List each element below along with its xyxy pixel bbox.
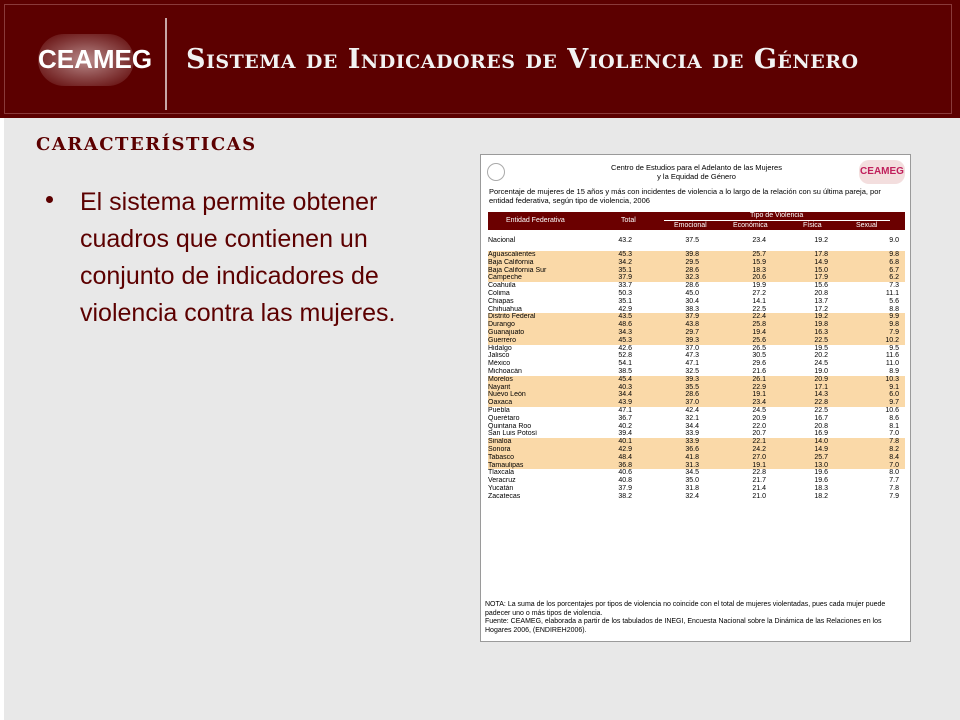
note-line1: NOTA: La suma de los porcentajes por tipos de violencia no coincide con el total de mujeres violentadas, pues cada mujer puede padecer uno o más tipos de violencia. bbox=[485, 601, 886, 617]
cell-value: 10.6 bbox=[885, 406, 899, 414]
cell-value: 19.1 bbox=[705, 462, 772, 470]
table-row bbox=[488, 345, 905, 353]
cell-entidad: Guerrero bbox=[488, 337, 600, 345]
cell-value: 22.4 bbox=[705, 313, 772, 321]
cell-value: 20.9 bbox=[772, 376, 834, 384]
cell-value: 40.6 bbox=[618, 469, 632, 477]
cell-entidad: Jalisco bbox=[488, 352, 510, 360]
cell-value: 33.9 bbox=[685, 430, 699, 438]
cell-value: 19.6 bbox=[814, 477, 828, 485]
cell-value: 22.9 bbox=[705, 384, 772, 392]
cell-value: 21.0 bbox=[752, 492, 766, 500]
cell-entidad: Distrito Federal bbox=[488, 313, 600, 321]
cell-value: 43.2 bbox=[618, 237, 632, 245]
ceameg-logo bbox=[38, 34, 153, 86]
cell-value: 11.1 bbox=[885, 289, 899, 297]
cell-value: 32.4 bbox=[685, 492, 699, 500]
cell-value: 9.7 bbox=[834, 399, 905, 407]
cell-value: 16.3 bbox=[772, 329, 834, 337]
cell-value: 8.0 bbox=[889, 469, 899, 477]
cell-value: 33.7 bbox=[618, 282, 632, 290]
table-row bbox=[488, 306, 905, 314]
cell-entidad: Tabasco bbox=[488, 454, 600, 462]
cell-value: 37.9 bbox=[638, 313, 705, 321]
cell-value: 38.2 bbox=[618, 492, 632, 500]
cell-value: 20.6 bbox=[705, 274, 772, 282]
table-row bbox=[488, 298, 905, 306]
cell-value: 7.7 bbox=[889, 477, 899, 485]
cell-value: 24.5 bbox=[814, 360, 828, 368]
cell-value: 10.2 bbox=[834, 337, 905, 345]
table-row bbox=[488, 446, 905, 454]
cell-value: 13.7 bbox=[814, 297, 828, 305]
cell-value: 10.3 bbox=[834, 376, 905, 384]
cell-value: 9.1 bbox=[834, 384, 905, 392]
cell-value: 32.5 bbox=[685, 367, 699, 375]
cell-entidad: Chiapas bbox=[488, 297, 514, 305]
header-divider-line bbox=[664, 220, 890, 221]
header-banner bbox=[0, 0, 960, 118]
cell-value: 8.8 bbox=[889, 305, 899, 313]
cell-value: 33.9 bbox=[638, 438, 705, 446]
cell-entidad: Nayarit bbox=[488, 384, 600, 392]
cell-value: 17.1 bbox=[772, 384, 834, 392]
cell-value: 19.4 bbox=[705, 329, 772, 337]
cell-value: 19.8 bbox=[772, 321, 834, 329]
cell-value: 27.0 bbox=[705, 454, 772, 462]
cell-entidad: Nacional bbox=[488, 237, 516, 245]
cell-value: 36.7 bbox=[618, 414, 632, 422]
cell-entidad: Veracruz bbox=[488, 477, 516, 485]
cell-value: 54.1 bbox=[618, 360, 632, 368]
table-row bbox=[488, 321, 905, 329]
cell-value: 45.3 bbox=[600, 337, 638, 345]
cell-value: 7.8 bbox=[834, 438, 905, 446]
doc-description: Porcentaje de mujeres de 15 años y más con incidentes de violencia a lo largo de la relación con su última pareja, por entidad federativa, según tipo de violencia, 2006 bbox=[489, 187, 881, 205]
cell-value: 42.9 bbox=[618, 305, 632, 313]
cell-value: 22.5 bbox=[772, 337, 834, 345]
table-row bbox=[488, 415, 905, 423]
table-row bbox=[488, 235, 905, 247]
cell-value: 13.0 bbox=[772, 462, 834, 470]
cell-value: 7.8 bbox=[889, 484, 899, 492]
cell-value: 24.2 bbox=[705, 446, 772, 454]
table-row bbox=[488, 274, 905, 282]
cell-value: 41.8 bbox=[638, 454, 705, 462]
table-row bbox=[488, 251, 905, 259]
cell-value: 21.7 bbox=[752, 477, 766, 485]
cell-value: 8.6 bbox=[889, 414, 899, 422]
cell-value: 18.2 bbox=[814, 492, 828, 500]
table-header bbox=[488, 212, 905, 230]
header-emocional: Emocional bbox=[674, 222, 707, 229]
doc-institution-line2: y la Equidad de Género bbox=[657, 172, 736, 181]
cell-value: 27.2 bbox=[752, 289, 766, 297]
cell-value: 9.8 bbox=[834, 321, 905, 329]
cell-entidad: Colima bbox=[488, 289, 510, 297]
table-row bbox=[488, 368, 905, 376]
cell-value: 34.4 bbox=[600, 391, 638, 399]
table-row bbox=[488, 391, 905, 399]
cell-entidad: Guanajuato bbox=[488, 329, 600, 337]
cell-value: 28.6 bbox=[638, 391, 705, 399]
cell-value: 16.7 bbox=[814, 414, 828, 422]
cell-value: 43.5 bbox=[600, 313, 638, 321]
header-economica: Económica bbox=[733, 222, 768, 229]
table-row bbox=[488, 352, 905, 360]
cell-value: 31.8 bbox=[685, 484, 699, 492]
cell-value: 37.0 bbox=[638, 399, 705, 407]
cell-value: 36.6 bbox=[638, 446, 705, 454]
cell-value: 43.8 bbox=[638, 321, 705, 329]
cell-value: 47.1 bbox=[618, 406, 632, 414]
cell-value: 11.6 bbox=[885, 352, 899, 360]
cell-value: 15.6 bbox=[814, 282, 828, 290]
cell-value: 11.0 bbox=[885, 360, 899, 368]
cell-value: 6.7 bbox=[834, 267, 905, 275]
header-sexual: Sexual bbox=[856, 222, 878, 229]
cell-entidad: Sinaloa bbox=[488, 438, 600, 446]
cell-entidad: Aguascalientes bbox=[488, 251, 600, 259]
cell-value: 37.0 bbox=[685, 344, 699, 352]
header-total: Total bbox=[621, 217, 636, 224]
header-fisica: Física bbox=[803, 222, 822, 229]
cell-value: 28.6 bbox=[638, 267, 705, 275]
cell-value: 6.2 bbox=[834, 274, 905, 282]
doc-institution bbox=[481, 163, 911, 181]
cell-value: 20.7 bbox=[752, 430, 766, 438]
cell-value: 22.0 bbox=[752, 422, 766, 430]
cell-value: 38.3 bbox=[685, 305, 699, 313]
cell-value: 20.2 bbox=[814, 352, 828, 360]
cell-value: 32.1 bbox=[685, 414, 699, 422]
cell-value: 18.3 bbox=[814, 484, 828, 492]
cell-value: 9.8 bbox=[834, 251, 905, 259]
cell-value: 43.9 bbox=[600, 399, 638, 407]
cell-value: 25.6 bbox=[705, 337, 772, 345]
cell-value: 39.3 bbox=[638, 337, 705, 345]
table-row bbox=[488, 407, 905, 415]
cell-value: 19.1 bbox=[705, 391, 772, 399]
cell-entidad: Coahuila bbox=[488, 282, 516, 290]
header-divider bbox=[165, 18, 167, 110]
table-row bbox=[488, 423, 905, 431]
cell-entidad: Querétaro bbox=[488, 414, 520, 422]
cell-value: 19.0 bbox=[814, 367, 828, 375]
table-row bbox=[488, 462, 905, 470]
cell-value: 23.4 bbox=[752, 237, 766, 245]
cell-value: 18.3 bbox=[705, 267, 772, 275]
cell-value: 14.9 bbox=[772, 446, 834, 454]
cell-value: 7.9 bbox=[834, 329, 905, 337]
bullet-item bbox=[46, 184, 406, 332]
cell-value: 23.4 bbox=[705, 399, 772, 407]
cell-value: 22.5 bbox=[814, 406, 828, 414]
bullet-dot-icon bbox=[46, 196, 53, 203]
cell-value: 7.9 bbox=[889, 492, 899, 500]
cell-value: 37.9 bbox=[618, 484, 632, 492]
cell-entidad: Zacatecas bbox=[488, 492, 521, 500]
cell-value: 14.1 bbox=[752, 297, 766, 305]
cell-value: 39.8 bbox=[638, 251, 705, 259]
table-row bbox=[488, 282, 905, 290]
cell-value: 39.3 bbox=[638, 376, 705, 384]
cell-value: 50.3 bbox=[618, 289, 632, 297]
header-tipo: Tipo de Violencia bbox=[750, 212, 804, 219]
data-table bbox=[488, 235, 905, 501]
cell-value: 15.0 bbox=[772, 267, 834, 275]
cell-value: 34.4 bbox=[685, 422, 699, 430]
cell-value: 29.5 bbox=[638, 259, 705, 267]
cell-entidad: Michoacán bbox=[488, 367, 522, 375]
cell-value: 42.4 bbox=[685, 406, 699, 414]
cell-value: 36.8 bbox=[600, 462, 638, 470]
page-title: Sistema de Indicadores de Violencia de Género bbox=[186, 44, 859, 75]
cell-value: 25.7 bbox=[772, 454, 834, 462]
header-entidad: Entidad Federativa bbox=[506, 217, 565, 224]
cell-entidad: Baja California Sur bbox=[488, 267, 600, 275]
cell-value: 9.9 bbox=[834, 313, 905, 321]
cell-value: 8.2 bbox=[834, 446, 905, 454]
cell-value: 52.8 bbox=[618, 352, 632, 360]
cell-value: 29.7 bbox=[638, 329, 705, 337]
cell-value: 20.8 bbox=[814, 289, 828, 297]
cell-entidad: Yucatán bbox=[488, 484, 514, 492]
cell-value: 30.4 bbox=[685, 297, 699, 305]
cell-value: 17.2 bbox=[814, 305, 828, 313]
cell-entidad: Campeche bbox=[488, 274, 600, 282]
cell-value: 19.6 bbox=[814, 469, 828, 477]
cell-entidad: Chihuahua bbox=[488, 305, 522, 313]
cell-entidad: Nuevo León bbox=[488, 391, 600, 399]
table-row bbox=[488, 329, 905, 337]
cell-value: 26.1 bbox=[705, 376, 772, 384]
cell-value: 37.5 bbox=[685, 237, 699, 245]
cell-entidad: Hidalgo bbox=[488, 344, 512, 352]
cell-value: 34.5 bbox=[685, 469, 699, 477]
table-row bbox=[488, 290, 905, 298]
cell-value: 16.9 bbox=[814, 430, 828, 438]
cell-value: 7.0 bbox=[834, 462, 905, 470]
cell-value: 6.8 bbox=[834, 259, 905, 267]
doc-note bbox=[485, 601, 905, 635]
bullet-text: El sistema permite obtener cuadros que contienen un conjunto de indicadores de violencia contra las mujeres. bbox=[80, 188, 396, 327]
left-border bbox=[0, 118, 4, 720]
cell-value: 21.6 bbox=[752, 367, 766, 375]
cell-value: 19.5 bbox=[814, 344, 828, 352]
cell-entidad: Puebla bbox=[488, 406, 510, 414]
cell-value: 40.8 bbox=[618, 477, 632, 485]
cell-value: 19.9 bbox=[752, 282, 766, 290]
cell-value: 7.3 bbox=[889, 282, 899, 290]
table-row bbox=[488, 493, 905, 501]
cell-value: 22.8 bbox=[772, 399, 834, 407]
cell-value: 19.2 bbox=[814, 237, 828, 245]
cell-value: 20.8 bbox=[814, 422, 828, 430]
cell-value: 8.1 bbox=[889, 422, 899, 430]
cell-value: 15.9 bbox=[705, 259, 772, 267]
cell-value: 17.9 bbox=[772, 274, 834, 282]
table-row bbox=[488, 399, 905, 407]
cell-entidad: Quintana Roo bbox=[488, 422, 532, 430]
cell-value: 35.1 bbox=[600, 267, 638, 275]
cell-value: 22.5 bbox=[752, 305, 766, 313]
logo-text: CEAMEG bbox=[38, 44, 153, 74]
cell-value: 5.6 bbox=[889, 297, 899, 305]
table-row bbox=[488, 454, 905, 462]
cell-value: 9.5 bbox=[889, 344, 899, 352]
table-image bbox=[480, 154, 911, 642]
note-line2: Fuente: CEAMEG, elaborada a partir de los tabulados de INEGI, Encuesta Nacional sobre la Dinámica de las Relaciones en los Hogares 2006, (ENDIREH2006). bbox=[485, 618, 882, 634]
cell-value: 35.5 bbox=[638, 384, 705, 392]
cell-value: 8.4 bbox=[834, 454, 905, 462]
cell-value: 35.1 bbox=[618, 297, 632, 305]
cell-value: 17.8 bbox=[772, 251, 834, 259]
cell-value: 47.1 bbox=[685, 360, 699, 368]
cell-value: 42.9 bbox=[600, 446, 638, 454]
cell-value: 24.5 bbox=[752, 406, 766, 414]
cell-value: 29.6 bbox=[752, 360, 766, 368]
cell-value: 8.9 bbox=[889, 367, 899, 375]
cell-value: 14.9 bbox=[772, 259, 834, 267]
cell-value: 42.6 bbox=[618, 344, 632, 352]
cell-value: 39.4 bbox=[618, 430, 632, 438]
cell-value: 45.3 bbox=[600, 251, 638, 259]
cell-value: 48.6 bbox=[600, 321, 638, 329]
cell-value: 37.9 bbox=[600, 274, 638, 282]
cell-value: 9.0 bbox=[889, 237, 899, 245]
cell-value: 32.3 bbox=[638, 274, 705, 282]
table-row bbox=[488, 360, 905, 368]
cell-entidad: Morelos bbox=[488, 376, 600, 384]
cell-value: 20.9 bbox=[752, 414, 766, 422]
table-row bbox=[488, 313, 905, 321]
table-row bbox=[488, 376, 905, 384]
table-row bbox=[488, 477, 905, 485]
cell-entidad: Oaxaca bbox=[488, 399, 600, 407]
cell-value: 22.8 bbox=[752, 469, 766, 477]
cell-entidad: Durango bbox=[488, 321, 600, 329]
cell-value: 31.3 bbox=[638, 462, 705, 470]
cell-value: 45.4 bbox=[600, 376, 638, 384]
cell-value: 6.0 bbox=[834, 391, 905, 399]
cell-value: 28.6 bbox=[685, 282, 699, 290]
cell-value: 38.5 bbox=[618, 367, 632, 375]
table-row bbox=[488, 430, 905, 438]
cell-entidad: México bbox=[488, 360, 511, 368]
cell-entidad: San Luis Potosí bbox=[488, 430, 538, 438]
cell-entidad: Tamaulipas bbox=[488, 462, 600, 470]
cell-value: 40.2 bbox=[618, 422, 632, 430]
cell-value: 47.3 bbox=[685, 352, 699, 360]
table-row bbox=[488, 267, 905, 275]
table-row bbox=[488, 259, 905, 267]
cell-value: 45.0 bbox=[685, 289, 699, 297]
table-row bbox=[488, 485, 905, 493]
cell-entidad: Baja California bbox=[488, 259, 600, 267]
cell-value: 14.0 bbox=[772, 438, 834, 446]
table-row bbox=[488, 438, 905, 446]
cell-entidad: Sonora bbox=[488, 446, 600, 454]
cell-entidad: Tlaxcala bbox=[488, 469, 515, 477]
cell-value: 21.4 bbox=[752, 484, 766, 492]
cell-value: 30.5 bbox=[752, 352, 766, 360]
table-row bbox=[488, 337, 905, 345]
cell-value: 22.1 bbox=[705, 438, 772, 446]
table-row bbox=[488, 469, 905, 477]
cell-value: 40.1 bbox=[600, 438, 638, 446]
table-row bbox=[488, 384, 905, 392]
cell-value: 26.5 bbox=[752, 344, 766, 352]
cell-value: 19.2 bbox=[772, 313, 834, 321]
cell-value: 34.3 bbox=[600, 329, 638, 337]
cell-value: 25.8 bbox=[705, 321, 772, 329]
doc-logo: CEAMEG bbox=[859, 160, 905, 184]
cell-value: 48.4 bbox=[600, 454, 638, 462]
cell-value: 7.0 bbox=[889, 430, 899, 438]
cell-value: 40.3 bbox=[600, 384, 638, 392]
section-title: CARACTERÍSTICAS bbox=[36, 134, 257, 155]
cell-value: 35.0 bbox=[685, 477, 699, 485]
cell-value: 25.7 bbox=[705, 251, 772, 259]
cell-value: 14.3 bbox=[772, 391, 834, 399]
cell-value: 34.2 bbox=[600, 259, 638, 267]
doc-institution-line1: Centro de Estudios para el Adelanto de las Mujeres bbox=[611, 163, 782, 172]
